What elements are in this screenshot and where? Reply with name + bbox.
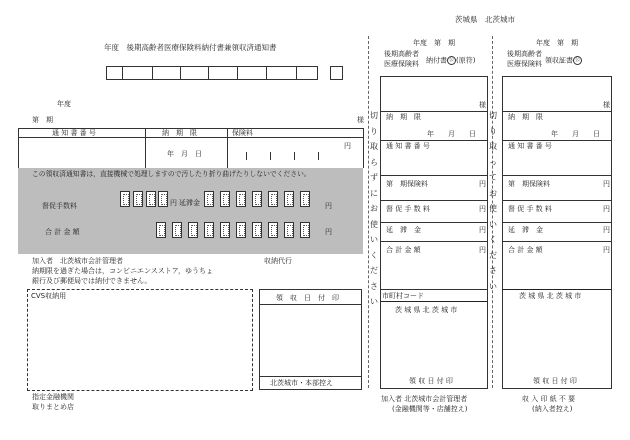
prefecture-city: 茨城県 北茨城市 <box>455 15 515 24</box>
cvs-box <box>27 289 253 391</box>
left-title: 年度 後期高齢者医療保険料納付書兼領収済通知書 <box>104 43 277 52</box>
right-title-3: 領収証書 公 <box>545 56 580 65</box>
right-city-stamp: 茨 城 県 北 茨 城 市 <box>519 292 582 300</box>
bank-label: 指定金融機関 <box>32 393 74 401</box>
right-date: 年 月 日 <box>551 130 600 138</box>
agent-label: 収納代行 <box>264 257 292 265</box>
mid-surcharge-yen: 円 <box>479 205 486 213</box>
right-premium: 第 期保険料 <box>508 180 550 188</box>
mid-title-2: 医療保険料 <box>384 60 419 68</box>
mid-sama: 様 <box>479 101 486 109</box>
mid-footer-1: 加入者 北茨城市会計管理者 <box>381 395 468 403</box>
col-due: 納 期 限 <box>162 129 197 137</box>
mid-total-yen: 円 <box>479 246 486 254</box>
mid-city-stamp: 茨 城 県 北 茨 城 市 <box>395 306 458 314</box>
mid-receipt-stamp: 領 収 日 付 印 <box>409 377 453 385</box>
right-receipt-stamp: 領 収 日 付 印 <box>533 377 577 385</box>
surcharge-label: 督促手数料 <box>42 202 77 210</box>
deadline-note-1: 納期限を過ぎた場合は，コンビニエンスストア，ゆうちょ <box>32 267 214 275</box>
total-yen: 円 <box>325 228 332 236</box>
right-delay-yen: 円 <box>603 226 610 234</box>
cut-instruction-1: 切 り 取 ら ず に お 使 い く だ さ い <box>370 111 378 306</box>
circle-stamp-icon: 公 <box>448 57 454 63</box>
machine-processing-area <box>18 168 363 254</box>
mid-delay-yen: 円 <box>479 226 486 234</box>
mid-surcharge: 督 促 手 数 料 <box>386 205 430 213</box>
right-delay: 延 滞 金 <box>508 226 543 234</box>
mid-footer-2: (金融機関等・店舗控え) <box>392 405 468 413</box>
right-surcharge-yen: 円 <box>603 205 610 213</box>
col-notice-no: 通 知 書 番 号 <box>52 129 96 137</box>
city-copy-label: 北茨城市・本部控え <box>270 379 333 387</box>
city-receipt-stamp: 領 収 日 付 印 <box>276 294 339 302</box>
right-title-2: 医療保険料 <box>507 60 542 68</box>
notice-text: この領収済通知書は，直接機械で処理しますので汚したり折り曲げたりしないでください。 <box>32 170 311 178</box>
surcharge-yen: 円 <box>170 199 177 207</box>
col-premium: 保険料 <box>232 129 253 137</box>
right-footer-1: 収 入 印 紙 不 要 <box>522 395 576 403</box>
mid-notice-no: 通 知 書 番 号 <box>386 142 430 150</box>
mid-delay: 延 滞 金 <box>386 226 421 234</box>
mid-form <box>380 76 488 389</box>
year-label: 年度 <box>57 100 71 108</box>
mid-premium: 第 期保険料 <box>386 180 428 188</box>
delay-yen: 円 <box>325 202 332 210</box>
right-form <box>502 76 612 389</box>
period-label: 第 期 <box>32 116 53 124</box>
right-notice-no: 通 知 書 番 号 <box>508 142 552 150</box>
right-due: 納 期 限 <box>508 113 543 121</box>
mid-total: 合 計 金 額 <box>386 246 421 254</box>
total-label: 合 計 金 額 <box>45 228 80 236</box>
mid-premium-yen: 円 <box>479 180 486 188</box>
right-footer-2: (納入者控え) <box>532 405 573 413</box>
due-date: 年 月 日 <box>167 150 202 158</box>
mid-due: 納 期 限 <box>386 113 421 121</box>
right-total-yen: 円 <box>603 246 610 254</box>
mid-title-3: 納付書 公 (原符) <box>426 56 476 65</box>
sama-label: 様 <box>357 116 364 124</box>
city-receipt-box <box>259 289 362 390</box>
right-year-period: 年度 第 期 <box>536 39 578 47</box>
cvs-label: CVS収納用 <box>31 292 67 300</box>
deadline-note-2: 銀行及び郵便局では納付できません。 <box>32 277 152 285</box>
delay-label: 延滞金 <box>179 199 200 207</box>
right-title-1: 後期高齢者 <box>507 50 542 58</box>
circle-stamp-icon-2: 公 <box>574 57 580 63</box>
payer-label: 加入者 北茨城市会計管理者 <box>32 257 123 265</box>
premium-yen: 円 <box>344 142 351 150</box>
mid-title-1: 後期高齢者 <box>384 50 419 58</box>
bank-label-2: 取りまとめ店 <box>32 403 74 411</box>
right-sama: 様 <box>603 101 610 109</box>
right-surcharge: 督 促 手 数 料 <box>508 205 552 213</box>
mid-date: 年 月 日 <box>427 130 476 138</box>
right-total: 合 計 金 額 <box>508 246 543 254</box>
cut-instruction-2: 切 り 取 っ て お 使 い く だ さ い <box>489 111 497 291</box>
mid-year-period: 年度 第 期 <box>413 39 455 47</box>
right-premium-yen: 円 <box>603 180 610 188</box>
mid-code-label: 市町村コード <box>382 292 424 300</box>
